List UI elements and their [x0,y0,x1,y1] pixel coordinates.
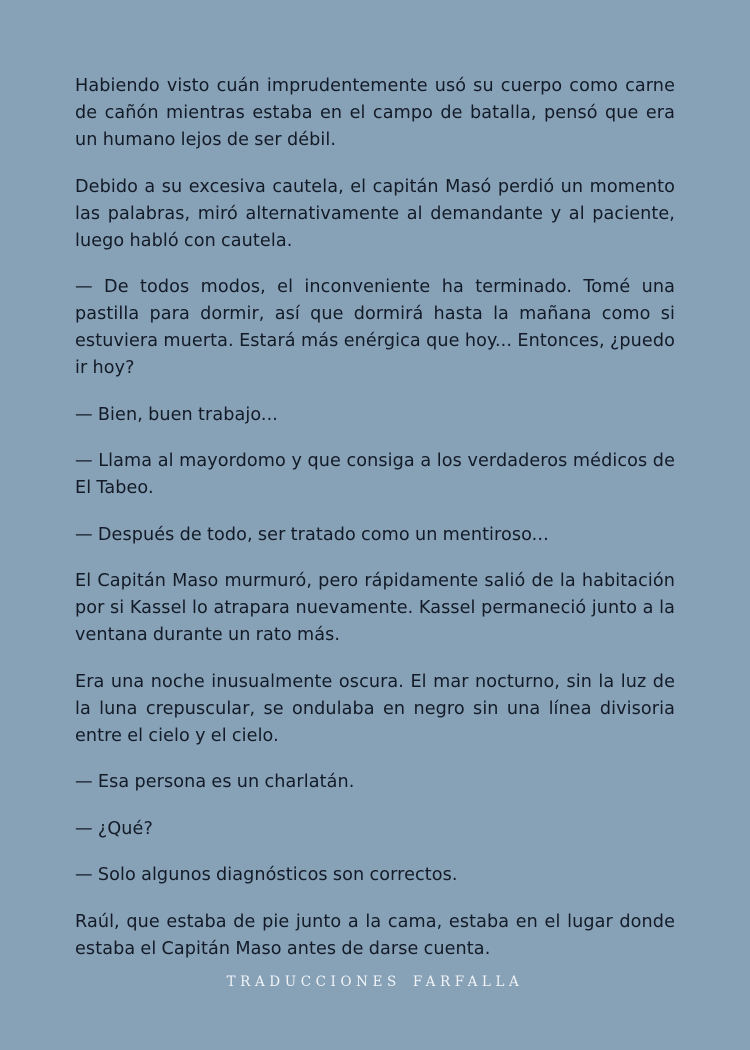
paragraph-dialogue: — Esa persona es un charlatán. [75,772,355,792]
paragraph-dialogue: — Llama al mayordomo y que consiga a los verdaderos médicos de El Tabeo. [75,451,675,498]
paragraph-narration: El Capitán Maso murmuró, pero rápidamente salió de la habitación por si Kassel lo atrapara nuevamente. Kassel permaneció junto a la ventana durante un rato más. [75,571,675,645]
paragraph-narration: Raúl, que estaba de pie junto a la cama, estaba en el lugar donde estaba el Capitán Maso antes de darse cuenta. [75,911,675,959]
paragraph-dialogue: — Después de todo, ser tratado como un mentiroso... [75,524,549,545]
paragraph-dialogue: — Bien, buen trabajo... [75,404,278,425]
footer-word-traducciones: TRADUCCIONES [226,974,401,990]
footer-word-farfalla: FARFALLA [412,974,524,990]
paragraph-dialogue: — De todos modos, el inconveniente ha terminado. Tomé una pastilla para dormir, así que dormirá hasta la mañana como si estuviera muerta. Estará más enérgica que hoy... Entonces, ¿puedo ir hoy? [75,277,675,378]
paragraph-dialogue: — Solo algunos diagnósticos son correctos. [75,865,458,885]
paragraph-dialogue: — ¿Qué? [75,818,153,839]
paragraph-narration: Habiendo visto cuán imprudentemente usó su cuerpo como carne de cañón mientras estaba en el campo de batalla, pensó que era un humano lejos de ser débil. [75,76,675,150]
paragraph-narration: Era una noche inusualmente oscura. El mar nocturno, sin la luz de la luna crepuscular, se ondulaba en negro sin una línea divisoria entre el cielo y el cielo. [75,671,675,746]
page-body [75,73,675,982]
paragraph-narration: Debido a su excesiva cautela, el capitán Masó perdió un momento las palabras, miró alternativamente al demandante y al paciente, luego habló con cautela. [75,176,675,251]
translator-credit-footer [0,974,750,990]
